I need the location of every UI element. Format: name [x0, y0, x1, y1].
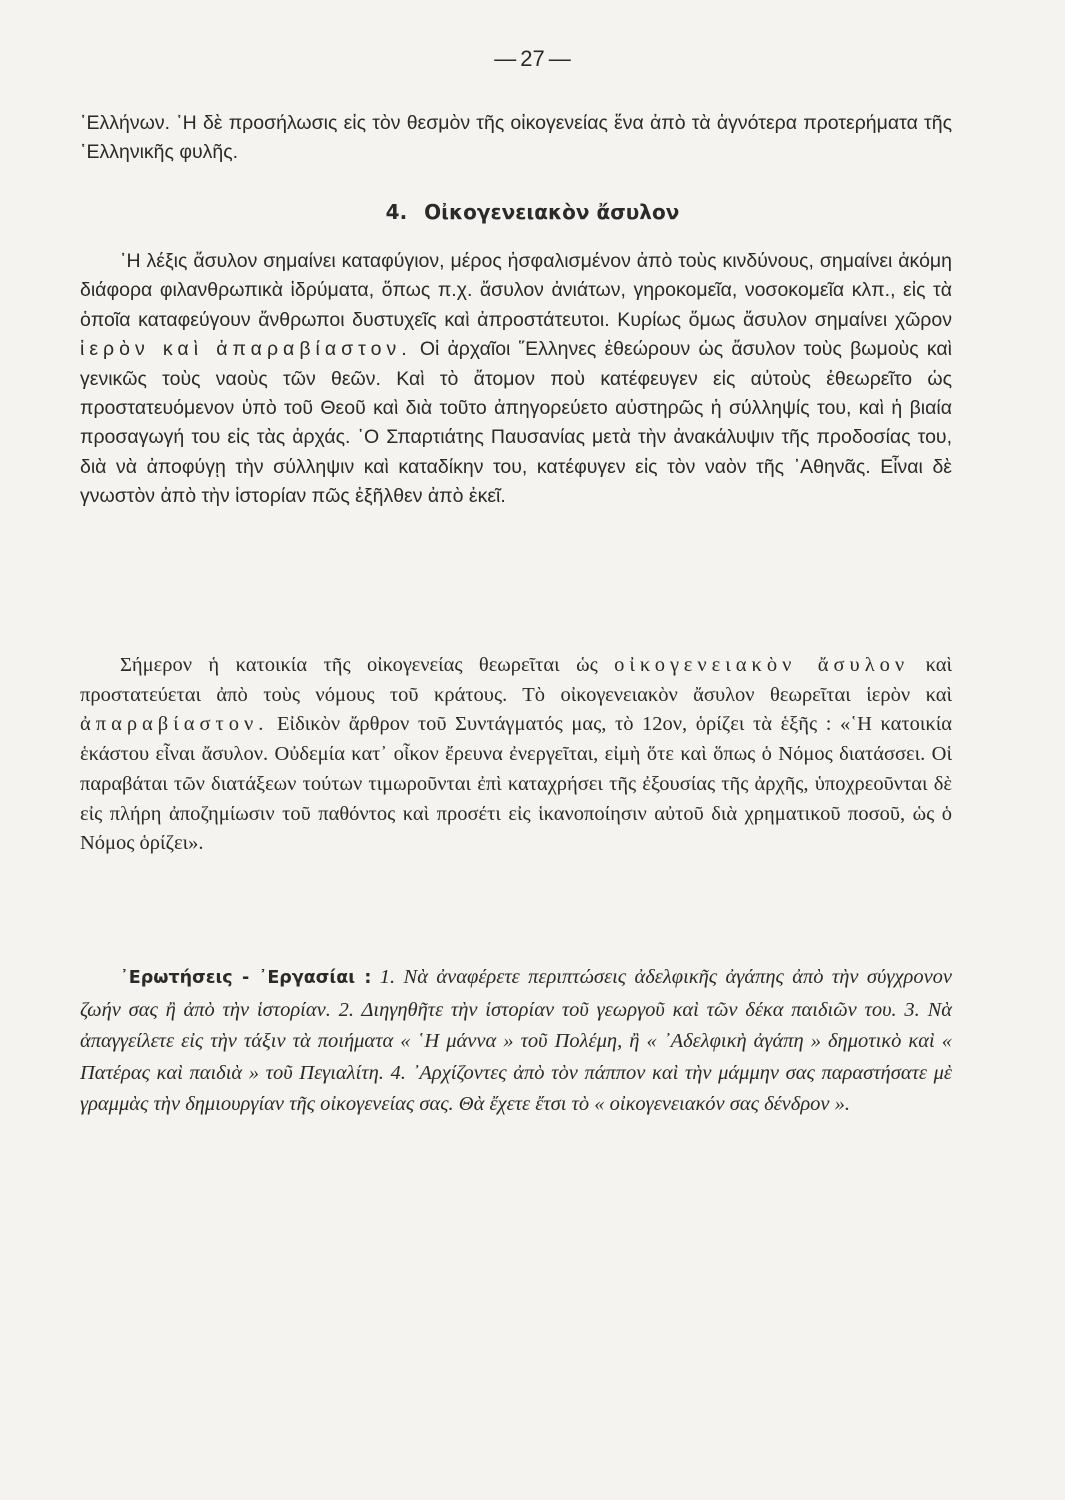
exercises-paragraph: [80, 962, 952, 1121]
paragraph1-text-start: ῾Η λέξις ἄσυλον σημαίνει καταφύγιον, μέρος ἠσφαλισμένον ἀπὸ τοὺς κινδύνους, σημαίνει ἀκόμη διάφορα φιλανθρωπικὰ ἱδρύματα, ὅπως π.χ. ἄσυλον ἀνιάτων, γηροκομεῖα, νοσοκομεῖα κλπ., εἰς τὰ ὁποῖα καταφεύγουν ἄνθρωποι δυστυχεῖς καὶ ἀπροστάτευτοι. Κυρίως ὅμως ἄσυλον σημαίνει χῶρον: [80, 250, 952, 331]
paragraph-family-asylum: [80, 651, 952, 859]
paragraph2-spaced-phrase-2: ἀπαραβίαστον.: [80, 713, 269, 736]
paragraph2-text-middle: καὶ προστατεύεται ἀπὸ τοὺς νόμους τοῦ κράτους. Τὸ οἰκογενειακὸν ἄσυλον θεωρεῖται ἱερὸν καὶ: [80, 654, 953, 706]
page-number: — 27 —: [494, 46, 571, 71]
section-number: 4.: [385, 200, 408, 224]
paragraph-asylum-definition: [80, 247, 952, 512]
paragraph2-spaced-phrase-1: οἰκογενειακὸν ἄσυλον: [614, 654, 910, 676]
paragraph2-text-start: Σήμερον ἡ κατοικία τῆς οἰκογενείας θεωρεῖται ὡς: [120, 654, 598, 676]
section-heading: [0, 200, 1065, 224]
exercises-label: ᾿Ερωτήσεις - ᾿Εργασίαι :: [120, 968, 372, 988]
page-number-value: 27: [520, 46, 545, 71]
paragraph2-text-end: Εἰδικὸν ἄρθρον τοῦ Συντάγματός μας, τὸ 12ον, ὁρίζει τὰ ἑξῆς : «῾Η κατοικία ἑκάστου εἶναι ἄσυλον. Οὐδεμία κατ᾿ οἶκον ἔρευνα ἐνεργεῖται, εἰμὴ ὅτε καὶ ὅπως ὁ Νόμος διατάσσει. Οἱ παραβάται τῶν διατάξεων τούτων τιμωροῦνται ἐπὶ καταχρήσει τῆς ἐξουσίας τῆς ἀρχῆς, ὑποχρεοῦνται δὲ εἰς πλήρη ἀποζημίωσιν τοῦ παθόντος καὶ προσέτι εἰς ἱκανοποίησιν αὐτοῦ διὰ χρηματικοῦ ποσοῦ, ὡς ὁ Νόμος ὁρίζει».: [80, 713, 952, 855]
opening-paragraph: ῾Ελλήνων. ῾Η δὲ προσήλωσις εἰς τὸν θεσμὸν τῆς οἰκογενείας ἕνα ἀπὸ τὰ ἁγνότερα προτερήματα τῆς ῾Ελληνικῆς φυλῆς.: [80, 112, 952, 164]
paragraph1-text-end: Οἱ ἀρχαῖοι ῞Ελληνες ἐθεώρουν ὡς ἄσυλον τοὺς βωμοὺς καὶ γενικῶς τοὺς ναοὺς τῶν θεῶν. Καὶ τὸ ἄτομον ποὺ κατέφευγεν εἰς αὐτοὺς ἐθεωρεῖτο ὡς προστατευόμενον ὑπὸ τοῦ Θεοῦ καὶ διὰ τοῦτο ἀπηγορεύετο αὐστηρῶς ἡ σύλληψίς του, καὶ ἡ βιαία προσαγωγή του εἰς τὰς ἀρχάς. ῾Ο Σπαρτιάτης Παυσανίας μετὰ τὴν ἀνακάλυψιν τῆς προδοσίας του, διὰ νὰ ἀποφύγῃ τὴν σύλληψιν καὶ καταδίκην του, κατέφυγεν εἰς τὸν ναὸν τῆς ᾿Αθηνᾶς. Εἶναι δὲ γνωστὸν ἀπὸ τὴν ἱστορίαν πῶς ἐξῆλθεν ἀπὸ ἐκεῖ.: [80, 338, 952, 508]
paragraph1-spaced-phrase: ἱερὸν καὶ ἀπαραβίαστον.: [80, 338, 412, 361]
exercises-text: 1. Νὰ ἀναφέρετε περιπτώσεις ἀδελφικῆς ἀγάπης ἀπὸ τὴν σύγχρονον ζωήν σας ἢ ἀπὸ τὴν ἱστορίαν. 2. Διηγηθῆτε τὴν ἱστορίαν τοῦ γεωργοῦ καὶ τῶν δέκα παιδιῶν του. 3. Νὰ ἀπαγγείλετε εἰς τὴν τάξιν τὰ ποιήματα « ῾Η μάννα » τοῦ Πολέμη, ἢ « ᾿Αδελφικὴ ἀγάπη » δημοτικὸ καὶ « Πατέρας καὶ παιδιὰ » τοῦ Πεγιαλίτη. 4. ᾿Αρχίζοντες ἀπὸ τὸν πάππον καὶ τὴν μάμμην σας παραστήσατε μὲ γραμμὰς τὴν δημιουργίαν τῆς οἰκογενείας σας. Θὰ ἔχετε ἔτσι τὸ « οἰκογενειακόν σας δένδρον ».: [80, 966, 953, 1116]
section-title: Οἰκογενειακὸν ἄσυλον: [424, 200, 680, 224]
